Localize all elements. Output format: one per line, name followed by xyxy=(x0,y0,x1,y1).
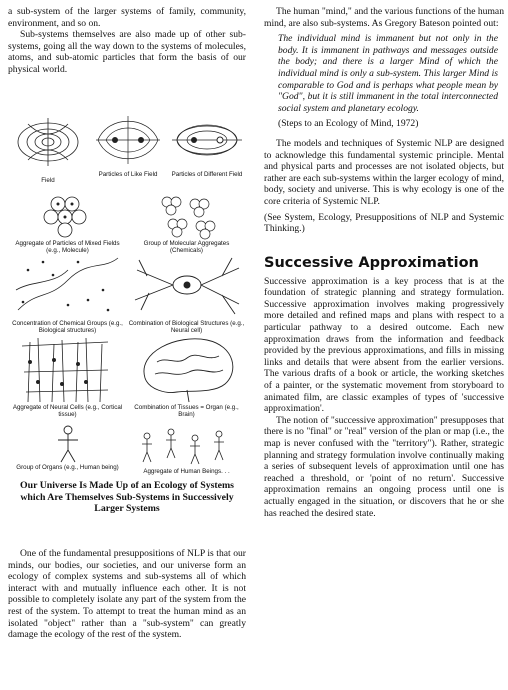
right-column xyxy=(264,6,504,519)
caption-chemicals: Group of Molecular Aggregates (Chemicals) xyxy=(143,240,230,254)
human-being-illustration xyxy=(8,424,127,464)
bateson-quote: The individual mind is immanent but not only in the body. It is immanent in pathways and messages outside the body; and there is a larger Mind of which the individual mind is only a sub-system. This larger Mind is comparable to God and is perhaps what people mean by "God", but it is still immanent in the total interconnected social system and planetary ecology. xyxy=(278,33,498,114)
see-also: (See System, Ecology, Presuppositions of NLP and Systemic Thinking.) xyxy=(264,211,504,235)
figure-cell-human xyxy=(8,424,127,484)
caption-human: Group of Organs (e.g., Human being) xyxy=(16,464,119,471)
right-paragraph-2: The models and techniques of Systemic NLP are designed to acknowledge this fundamental systemic principle. Mental and physical parts and processes are not isolated objects, but rather are each sub-systems within the larger ecology of mind, body, society and universe. This is why ecology is one of the core criteria of Systemic NLP. xyxy=(264,137,504,207)
section-heading: Successive Approximation xyxy=(264,254,479,271)
caption-molecule: Aggregate of Particles of Mixed Fields (e.g., Molecule) xyxy=(15,240,120,254)
cortical-tissue-illustration xyxy=(8,332,127,404)
left-column-bottom xyxy=(8,548,246,641)
figure-cell-biological xyxy=(8,250,127,334)
caption-brain: Combination of Tissues = Organ (e.g., Brain) xyxy=(134,404,239,418)
field-illustration xyxy=(8,110,88,178)
human-beings-illustration xyxy=(127,424,246,468)
like-field-illustration xyxy=(88,110,168,170)
systems-figure xyxy=(8,110,246,510)
figure-cell-neural-cell xyxy=(127,250,246,334)
left-column xyxy=(8,6,246,76)
figure-cell-like-field xyxy=(88,110,168,182)
figure-cell-different-field xyxy=(168,110,246,182)
different-field-illustration xyxy=(168,110,246,170)
caption-neural-cell: Combination of Biological Structures (e.g., Neural cell) xyxy=(128,320,245,334)
molecule-illustration xyxy=(8,190,127,240)
caption-tissue: Aggregate of Neural Cells (e.g., Cortical tissue) xyxy=(12,404,123,418)
caption-humans: Aggregate of Human Beings. . . xyxy=(143,468,230,475)
left-paragraph-1: a sub-system of the larger systems of family, community, environment, and so on. xyxy=(8,6,246,29)
chemicals-illustration xyxy=(127,190,246,240)
caption-field: Field xyxy=(41,177,55,184)
figure-cell-tissue xyxy=(8,332,127,422)
right-paragraph-1: The human "mind," and the various functions of the human mind, are also sub-systems. As Gregory Bateson pointed out: xyxy=(264,6,504,29)
caption-biological: Concentration of Chemical Groups (e.g., Biological structures) xyxy=(12,320,123,334)
figure-cell-humans xyxy=(127,424,246,484)
brain-illustration xyxy=(127,332,246,404)
right-paragraph-3: Successive approximation is a key process that is at the foundation of strategic planning and strategy formulation. Successive approximation involves making progressively more detailed and refined maps and plans with respect to a particular pathway to a desired outcome. Each new approximation draws from the information and feedback provided by the previous approximations, and fills in missing links and details that were absent from the earlier versions. The various drafts of a book or article, the working sketches of a painter, or the systematic movement from storyboard to animated film, are classic examples of types of 'successive approximation'. xyxy=(264,275,504,415)
left-paragraph-2: Sub-systems themselves are also made up of other sub-systems, going all the way down to the systems of molecules, atoms, and sub-atomic particles that form the basis of our physical world. xyxy=(8,29,246,75)
figure-cell-brain xyxy=(127,332,246,422)
biological-structures-illustration xyxy=(8,250,127,320)
figure-cell-field xyxy=(8,110,88,182)
caption-like-field: Particles of Like Field xyxy=(98,171,158,178)
right-paragraph-4: The notion of "successive approximation" presupposes that there is no "final" or "real" version of the plan or map (i.e., the map is never confused with the "territory"). Rather, strategic planning and strategy formulation involve continually making a series of subsequent levels of approximation until one has reached a threshold, or 'point of no return'. Successive approximation remains an ongoing process until one is actually engaged in the situation, or discovers that he or she has reached the desired state. xyxy=(264,414,504,519)
left-paragraph-3: One of the fundamental presuppositions of NLP is that our minds, our bodies, our societies, and our universe form an ecology of complex systems and sub-systems all of which interact with and mutually influence each other. It is not possible to completely isolate any part of the system from the rest of the system. To attempt to treat the human mind as an isolated "object" rather than a "sub-system" can greatly damage the ecology of the rest of the system. xyxy=(8,548,246,641)
figure-title: Our Universe Is Made Up of an Ecology of Systems which Are Themselves Sub-Systems in Successively Larger Systems xyxy=(20,480,234,514)
caption-different-field: Particles of Different Field xyxy=(171,171,243,178)
neural-cell-illustration xyxy=(127,250,246,320)
quote-source: (Steps to an Ecology of Mind, 1972) xyxy=(278,118,419,130)
